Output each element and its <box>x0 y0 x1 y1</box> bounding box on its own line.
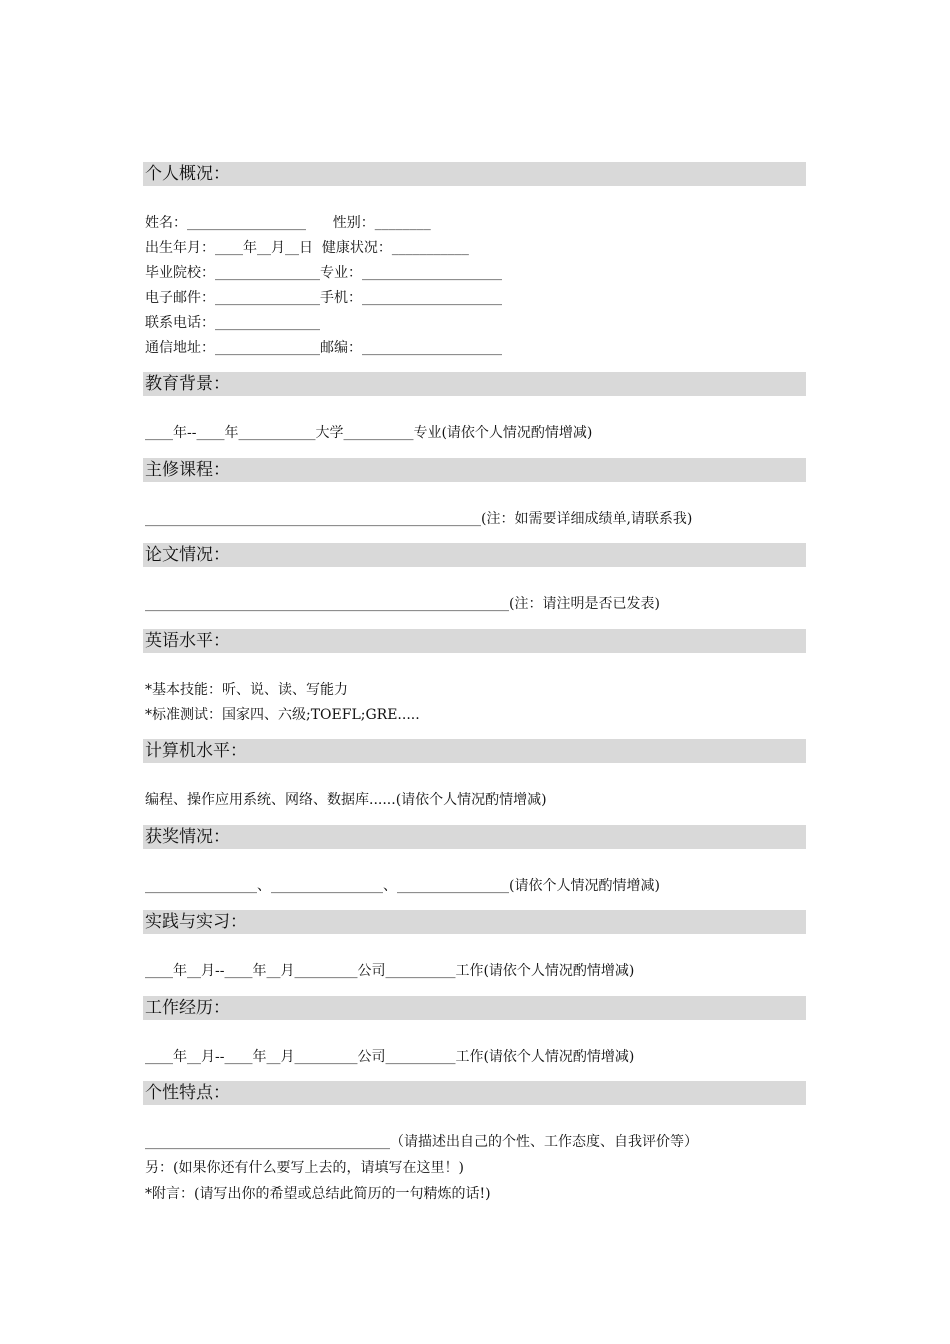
education-line: ____年--____年___________大学__________专业(请依个人情况酌情增减) <box>145 425 593 441</box>
birth-health-line: 出生年月：____年__月__日 健康状况：___________ <box>145 240 469 256</box>
section-title: 实践与实习： <box>145 912 247 932</box>
work-line: ____年__月--____年__月_________公司__________工作(请依个人情况酌情增减) <box>145 1049 635 1065</box>
section-header-courses <box>143 458 806 482</box>
section-title: 计算机水平： <box>145 741 247 761</box>
section-header-personal <box>143 162 806 186</box>
traits-describe-line: ___________________________________（请描述出自己的个性、工作态度、自我评价等） <box>145 1134 698 1150</box>
name-gender-line: 姓名：_________________ 性别：________ <box>145 215 431 231</box>
section-title: 获奖情况： <box>145 827 230 847</box>
english-tests-line: *标准测试：国家四、六级;TOEFL;GRE..... <box>145 707 420 723</box>
traits-other-line: 另：(如果你还有什么要写上去的，请填写在这里！) <box>145 1160 464 1176</box>
section-header-english <box>143 629 806 653</box>
section-title: 工作经历： <box>145 998 230 1018</box>
section-title: 主修课程： <box>145 460 230 480</box>
section-header-thesis <box>143 543 806 567</box>
practice-line: ____年__月--____年__月_________公司__________工作(请依个人情况酌情增减) <box>145 963 635 979</box>
section-header-traits <box>143 1081 806 1105</box>
address-zip-line: 通信地址：_______________邮编：____________________ <box>145 340 502 356</box>
computer-line: 编程、操作应用系统、网络、数据库......(请依个人情况酌情增减) <box>145 792 547 808</box>
school-major-line: 毕业院校：_______________专业：____________________ <box>145 265 502 281</box>
section-title: 英语水平： <box>145 631 230 651</box>
section-title: 论文情况： <box>145 545 230 565</box>
section-title: 个性特点： <box>145 1083 230 1103</box>
section-header-work <box>143 996 806 1020</box>
section-header-computer <box>143 739 806 763</box>
section-header-education <box>143 372 806 396</box>
english-skills-line: *基本技能：听、说、读、写能力 <box>145 682 348 698</box>
courses-line: ________________________________________________(注：如需要详细成绩单,请联系我) <box>145 511 693 527</box>
thesis-line: ____________________________________________________(注：请注明是否已发表) <box>145 596 660 612</box>
section-title: 教育背景： <box>145 374 230 394</box>
section-title: 个人概况： <box>145 164 230 184</box>
section-header-practice <box>143 910 806 934</box>
traits-note-line: *附言：(请写出你的希望或总结此简历的一句精炼的话!) <box>145 1186 491 1202</box>
section-header-awards <box>143 825 806 849</box>
email-mobile-line: 电子邮件：_______________手机：____________________ <box>145 290 502 306</box>
phone-line: 联系电话：_______________ <box>145 315 320 331</box>
awards-line: ________________、________________、________________(请依个人情况酌情增减) <box>145 878 660 894</box>
